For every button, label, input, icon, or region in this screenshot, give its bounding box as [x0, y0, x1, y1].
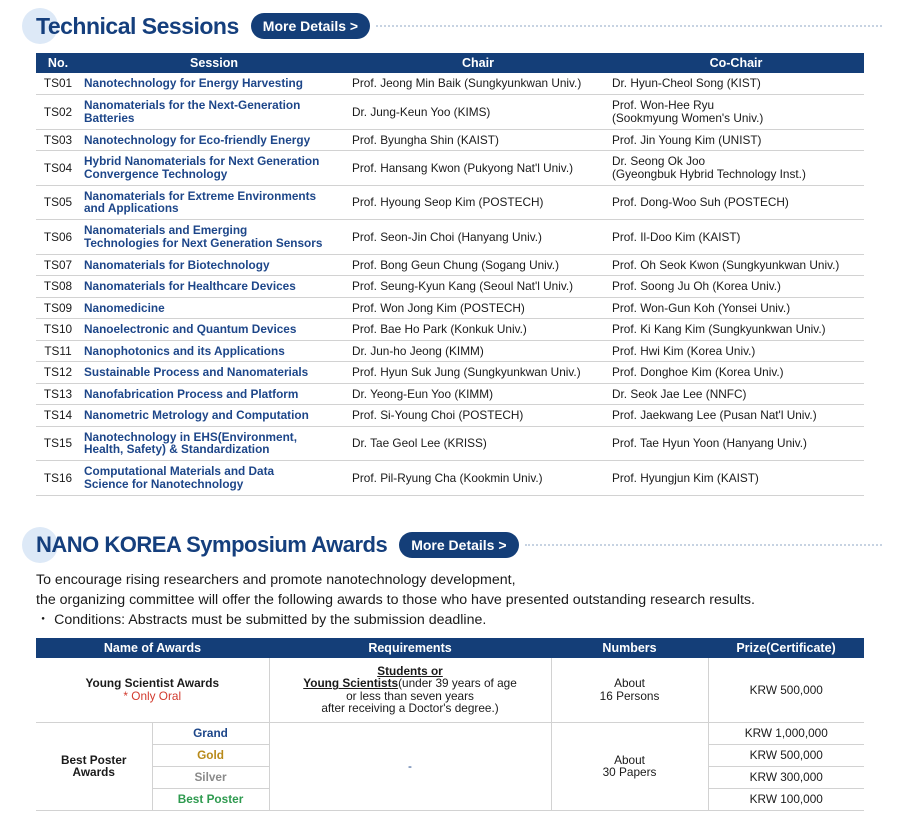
award-name: Awards: [72, 765, 115, 779]
session-chair: Dr. Yeong-Eun Yoo (KIMM): [348, 383, 608, 405]
table-row: [36, 129, 864, 151]
session-name-line: Sustainable Process and Nanomaterials: [84, 365, 309, 379]
session-number: TS05: [36, 185, 80, 220]
session-cochair-line: Prof. Hyungjun Kim (KAIST): [612, 470, 759, 485]
session-name: [80, 220, 348, 255]
session-chair: Dr. Jun-ho Jeong (KIMM): [348, 340, 608, 362]
session-cochair: [608, 129, 864, 151]
award-note: * Only Oral: [123, 688, 182, 703]
session-name-line: Nanomaterials for Extreme Environments: [84, 188, 317, 203]
young-scientist-prize: KRW 500,000: [708, 658, 864, 722]
session-cochair: [608, 95, 864, 130]
young-scientist-numbers: [551, 658, 708, 722]
session-name: [80, 95, 348, 130]
session-cochair: [608, 405, 864, 427]
header-session: Session: [80, 53, 348, 73]
intro-line: the organizing committee will offer the following awards to those who have presented outstanding research results.: [36, 592, 755, 608]
session-number: TS04: [36, 151, 80, 186]
session-cochair: [608, 73, 864, 95]
req-line: Students or: [377, 663, 443, 678]
session-name-line: Nanomaterials for Biotechnology: [84, 257, 270, 272]
prize-best-poster: KRW 100,000: [708, 788, 864, 810]
session-cochair: [608, 276, 864, 298]
session-name: [80, 254, 348, 276]
tier-best-poster: Best Poster: [152, 788, 269, 810]
session-name: [80, 426, 348, 461]
technical-sessions-header: [22, 8, 882, 44]
prize-silver: KRW 300,000: [708, 766, 864, 788]
header-name-of-awards: Name of Awards: [36, 638, 269, 658]
session-name: [80, 151, 348, 186]
tier-grand: Grand: [152, 722, 269, 744]
dotted-divider: [376, 25, 882, 27]
numbers-line: 16 Persons: [599, 688, 660, 703]
session-name-line: Nanophotonics and its Applications: [84, 343, 285, 358]
session-chair: Prof. Bae Ho Park (Konkuk Univ.): [348, 319, 608, 341]
table-row: [36, 461, 864, 496]
session-number: TS15: [36, 426, 80, 461]
session-cochair: [608, 220, 864, 255]
session-cochair: [608, 461, 864, 496]
table-row: [36, 405, 864, 427]
session-cochair-line: Prof. Jin Young Kim (UNIST): [612, 132, 762, 147]
header-cochair: Co-Chair: [608, 53, 864, 73]
best-poster-numbers: [551, 722, 708, 810]
session-number: TS11: [36, 340, 80, 362]
tier-silver: Silver: [152, 766, 269, 788]
session-name: [80, 383, 348, 405]
session-number: TS13: [36, 383, 80, 405]
session-chair: Dr. Tae Geol Lee (KRISS): [348, 426, 608, 461]
numbers-line: About: [614, 752, 645, 767]
session-cochair-line: Prof. Won-Gun Koh (Yonsei Univ.): [612, 300, 791, 315]
session-name-line: Convergence Technology: [84, 166, 228, 181]
intro-line: To encourage rising researchers and promote nanotechnology development,: [36, 572, 516, 588]
session-chair: Prof. Seung-Kyun Kang (Seoul Nat'l Univ.): [348, 276, 608, 298]
section-title: NANO KOREA Symposium Awards: [36, 532, 388, 557]
intro-conditions: ・ Conditions: Abstracts must be submitted by the submission deadline.: [36, 612, 487, 628]
session-cochair: [608, 319, 864, 341]
table-row: [36, 319, 864, 341]
session-name-line: Nanoelectronic and Quantum Devices: [84, 322, 297, 336]
session-cochair-line: Prof. Dong-Woo Suh (POSTECH): [612, 195, 789, 209]
table-row: [36, 362, 864, 384]
session-cochair-line: Prof. Oh Seok Kwon (Sungkyunkwan Univ.): [612, 257, 840, 272]
session-chair: Prof. Byungha Shin (KAIST): [348, 129, 608, 151]
young-scientist-row: [36, 658, 864, 722]
header-chair: Chair: [348, 53, 608, 73]
session-number: TS01: [36, 73, 80, 95]
more-details-button[interactable]: More Details >: [251, 13, 370, 39]
session-name-line: Nanomaterials for Healthcare Devices: [84, 279, 296, 293]
session-name-line: Nanometric Metrology and Computation: [84, 408, 309, 422]
session-number: TS08: [36, 276, 80, 298]
best-poster-requirements: -: [269, 722, 551, 810]
header-no: No.: [36, 53, 80, 73]
table-row: [36, 254, 864, 276]
session-cochair-line: Prof. Donghoe Kim (Korea Univ.): [612, 365, 784, 379]
session-cochair: [608, 362, 864, 384]
session-cochair-line: (Sookmyung Women's Univ.): [612, 110, 764, 125]
session-chair: Prof. Si-Young Choi (POSTECH): [348, 405, 608, 427]
session-name: [80, 185, 348, 220]
session-cochair-line: Prof. Hwi Kim (Korea Univ.): [612, 343, 756, 358]
section-title: Technical Sessions: [36, 12, 239, 39]
session-number: TS09: [36, 297, 80, 319]
session-name: [80, 297, 348, 319]
table-row: [36, 73, 864, 95]
prize-gold: KRW 500,000: [708, 744, 864, 766]
req-line: or less than seven years: [346, 688, 474, 703]
session-cochair-line: Prof. Ki Kang Kim (Sungkyunkwan Univ.): [612, 322, 826, 336]
session-chair: Prof. Hansang Kwon (Pukyong Nat'l Univ.): [348, 151, 608, 186]
session-cochair-line: Prof. Soong Ju Oh (Korea Univ.): [612, 279, 781, 293]
table-row: [36, 426, 864, 461]
session-cochair: [608, 340, 864, 362]
req-line: [274, 677, 547, 690]
session-name-line: Nanomaterials for the Next-Generation: [84, 98, 301, 113]
session-name: [80, 340, 348, 362]
session-number: TS12: [36, 362, 80, 384]
session-chair: Prof. Hyun Suk Jung (Sungkyunkwan Univ.): [348, 362, 608, 384]
table-header-row: [36, 638, 864, 658]
req-underlined: Young Scientists: [303, 676, 399, 691]
session-chair: Prof. Pil-Ryung Cha (Kookmin Univ.): [348, 461, 608, 496]
session-chair: Prof. Jeong Min Baik (Sungkyunkwan Univ.): [348, 73, 608, 95]
session-name: [80, 129, 348, 151]
session-name: [80, 276, 348, 298]
prize-grand: KRW 1,000,000: [708, 722, 864, 744]
technical-sessions-table: [36, 53, 864, 496]
session-name-line: Nanofabrication Process and Platform: [84, 386, 299, 401]
session-chair: Prof. Bong Geun Chung (Sogang Univ.): [348, 254, 608, 276]
table-row: [36, 151, 864, 186]
session-name-line: Nanotechnology in EHS(Environment,: [84, 429, 298, 444]
session-cochair: [608, 151, 864, 186]
awards-intro: [36, 570, 755, 630]
session-name: [80, 73, 348, 95]
best-poster-name-cell: [36, 722, 152, 810]
table-row: [36, 95, 864, 130]
session-cochair-line: (Gyeongbuk Hybrid Technology Inst.): [612, 166, 806, 181]
session-name-line: Nanotechnology for Eco-friendly Energy: [84, 132, 311, 147]
numbers-line: About: [614, 676, 645, 691]
session-number: TS03: [36, 129, 80, 151]
session-number: TS10: [36, 319, 80, 341]
session-cochair: [608, 297, 864, 319]
table-row: [36, 297, 864, 319]
session-name-line: Nanomaterials and Emerging: [84, 223, 248, 238]
session-name: [80, 461, 348, 496]
req-line: after receiving a Doctor's degree.): [321, 701, 499, 716]
session-name-line: Nanotechnology for Energy Harvesting: [84, 76, 303, 91]
table-row: [36, 340, 864, 362]
session-cochair-line: Prof. Il-Doo Kim (KAIST): [612, 229, 741, 244]
session-name-line: Nanomedicine: [84, 300, 165, 315]
req-tail: (under 39 years of age: [398, 676, 517, 691]
session-name-line: Batteries: [84, 110, 135, 125]
tier-gold: Gold: [152, 744, 269, 766]
table-row: [36, 185, 864, 220]
session-cochair: [608, 383, 864, 405]
session-number: TS07: [36, 254, 80, 276]
dotted-divider: [525, 544, 882, 546]
session-name-line: Computational Materials and Data: [84, 464, 275, 479]
young-scientist-name-cell: [36, 658, 269, 722]
header-numbers: Numbers: [551, 638, 708, 658]
session-name-line: Health, Safety) & Standardization: [84, 442, 270, 457]
session-number: TS02: [36, 95, 80, 130]
session-cochair-line: Prof. Won-Hee Ryu: [612, 98, 715, 113]
table-row: [36, 383, 864, 405]
awards-header: [22, 527, 882, 563]
young-scientist-requirements: [269, 658, 551, 722]
session-number: TS06: [36, 220, 80, 255]
session-cochair: [608, 185, 864, 220]
session-number: TS14: [36, 405, 80, 427]
session-name-line: Science for Nanotechnology: [84, 476, 244, 491]
session-cochair: [608, 426, 864, 461]
session-chair: Dr. Jung-Keun Yoo (KIMS): [348, 95, 608, 130]
awards-table: [36, 638, 864, 811]
more-details-button[interactable]: More Details >: [399, 532, 518, 558]
session-name: [80, 319, 348, 341]
award-name: Young Scientist Awards: [85, 676, 220, 691]
poster-tier-row: [36, 722, 864, 744]
header-prize: Prize(Certificate): [708, 638, 864, 658]
numbers-line: 30 Papers: [602, 765, 657, 779]
session-name-line: Technologies for Next Generation Sensors: [84, 235, 323, 250]
session-name: [80, 405, 348, 427]
session-cochair-line: Dr. Hyun-Cheol Song (KIST): [612, 76, 761, 91]
table-row: [36, 276, 864, 298]
session-cochair-line: Prof. Jaekwang Lee (Pusan Nat'l Univ.): [612, 408, 817, 422]
table-header-row: [36, 53, 864, 73]
session-cochair-line: Prof. Tae Hyun Yoon (Hanyang Univ.): [612, 436, 807, 450]
header-requirements: Requirements: [269, 638, 551, 658]
session-number: TS16: [36, 461, 80, 496]
award-name: Best Poster: [60, 752, 127, 767]
session-chair: Prof. Seon-Jin Choi (Hanyang Univ.): [348, 220, 608, 255]
session-chair: Prof. Won Jong Kim (POSTECH): [348, 297, 608, 319]
session-cochair: [608, 254, 864, 276]
session-name-line: and Applications: [84, 201, 179, 216]
table-row: [36, 220, 864, 255]
session-name-line: Hybrid Nanomaterials for Next Generation: [84, 154, 320, 169]
session-cochair-line: Dr. Seong Ok Joo: [612, 154, 706, 169]
session-name: [80, 362, 348, 384]
session-chair: Prof. Hyoung Seop Kim (POSTECH): [348, 185, 608, 220]
session-cochair-line: Dr. Seok Jae Lee (NNFC): [612, 386, 747, 401]
